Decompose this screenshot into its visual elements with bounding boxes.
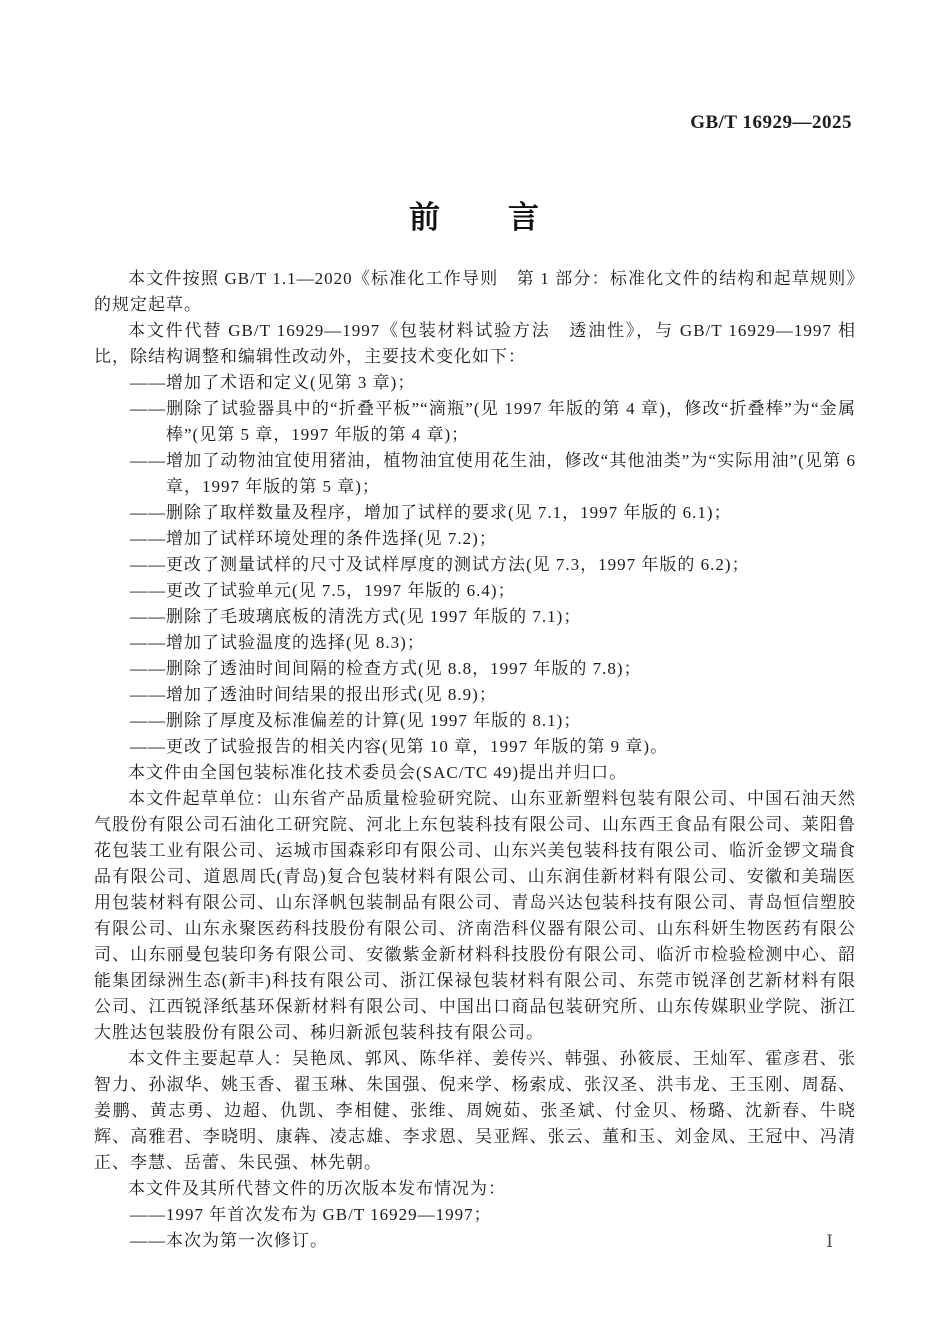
change-item: ——删除了透油时间间隔的检查方式(见 8.8，1997 年版的 7.8)； [130, 659, 642, 678]
change-item: ——增加了术语和定义(见第 3 章)； [130, 373, 416, 392]
paragraph-history-intro: 本文件及其所代替文件的历次版本发布情况为： [128, 1179, 506, 1198]
change-item: ——增加了试验温度的选择(见 8.3)； [130, 633, 425, 652]
paragraph-replacement-note: 本文件代替 GB/T 16929—1997《包装材料试验方法 透油性》，与 GB/T 16929—1997 相比，除结构调整和编辑性改动外，主要技术变化如下： [94, 321, 856, 366]
change-item: ——删除了毛玻璃底板的清洗方式(见 1997 年版的 7.1)； [130, 607, 582, 626]
change-item: ——更改了测量试样的尺寸及试样厚度的测试方法(见 7.3，1997 年版的 6.2)； [130, 555, 750, 574]
paragraph-drafting-organizations: 本文件起草单位：山东省产品质量检验研究院、山东亚新塑料包装有限公司、中国石油天然气股份有限公司石油化工研究院、河北上东包装科技有限公司、山东西王食品有限公司、莱阳鲁花包装工业有限公司、运城市国森彩印有限公司、山东兴美包装科技有限公司、临沂金锣文瑞食品有限公司、道恩周氏(青岛)复合包装材料有限公司、山东润佳新材料有限公司、安徽和美瑞医用包装材料有限公司、山东泽帆包装制品有限公司、青岛兴达包装科技有限公司、青岛恒信塑胶有限公司、山东永聚医药科技股份有限公司、济南浩科仪器有限公司、山东科妍生物医药有限公司、山东丽曼包装印务有限公司、安徽紫金新材料科技股份有限公司、临沂市检验检测中心、韶能集团绿洲生态(新丰)科技有限公司、浙江保禄包装材料有限公司、东莞市锐泽创艺新材料有限公司、江西锐泽纸基环保新材料有限公司、中国出口商品包装研究所、山东传媒职业学院、浙江大胜达包装股份有限公司、秭归新派包装科技有限公司。 [94, 789, 856, 1042]
change-item: ——更改了试验报告的相关内容(见第 10 章，1997 年版的第 9 章)。 [130, 737, 669, 756]
change-item: ——增加了试样环境处理的条件选择(见 7.2)； [130, 529, 497, 548]
history-item: ——本次为第一次修订。 [130, 1231, 328, 1250]
version-history-list [94, 1202, 856, 1254]
page-title: 前 言 [409, 200, 541, 235]
paragraph-drafting-basis: 本文件按照 GB/T 1.1—2020《标准化工作导则 第 1 部分：标准化文件的结构和起草规则》的规定起草。 [94, 269, 856, 314]
change-item: ——增加了透油时间结果的报出形式(见 8.9)； [130, 685, 497, 704]
change-item: ——删除了取样数量及程序，增加了试样的要求(见 7.1，1997 年版的 6.1)； [130, 503, 732, 522]
standard-doc-number: GB/T 16929—2025 [690, 112, 852, 133]
page-number: Ⅰ [826, 1232, 833, 1251]
paragraph-committee: 本文件由全国包装标准化技术委员会(SAC/TC 49)提出并归口。 [128, 763, 628, 782]
history-item: ——1997 年首次发布为 GB/T 16929—1997； [130, 1205, 492, 1224]
change-item: ——删除了试验器具中的“折叠平板”“滴瓶”(见 1997 年版的第 4 章)，修改“折叠棒”为“金属棒”(见第 5 章，1997 年版的第 4 章)； [130, 399, 856, 444]
change-item: ——更改了试验单元(见 7.5，1997 年版的 6.4)； [130, 581, 516, 600]
paragraph-drafters: 本文件主要起草人：吴艳凤、郭风、陈华祥、姜传兴、韩强、孙筱辰、王灿军、霍彦君、张智力、孙淑华、姚玉香、翟玉琳、朱国强、倪来学、杨索成、张汉圣、洪韦龙、王玉刚、周磊、姜鹏、黄志勇、边超、仇凯、李相健、张维、周婉茹、张圣斌、付金贝、杨璐、沈新春、牛晓辉、高雅君、李晓明、康犇、凌志雄、李求恩、吴亚辉、张云、董和玉、刘金凤、王冠中、冯清正、李慧、岳蕾、朱民强、林先朝。 [94, 1049, 856, 1172]
foreword-body [94, 266, 856, 1254]
technical-changes-list [94, 370, 856, 760]
change-item: ——删除了厚度及标准偏差的计算(见 1997 年版的 8.1)； [130, 711, 582, 730]
change-item: ——增加了动物油宜使用猪油，植物油宜使用花生油，修改“其他油类”为“实际用油”(见第 6 章，1997 年版的第 5 章)； [130, 451, 856, 496]
